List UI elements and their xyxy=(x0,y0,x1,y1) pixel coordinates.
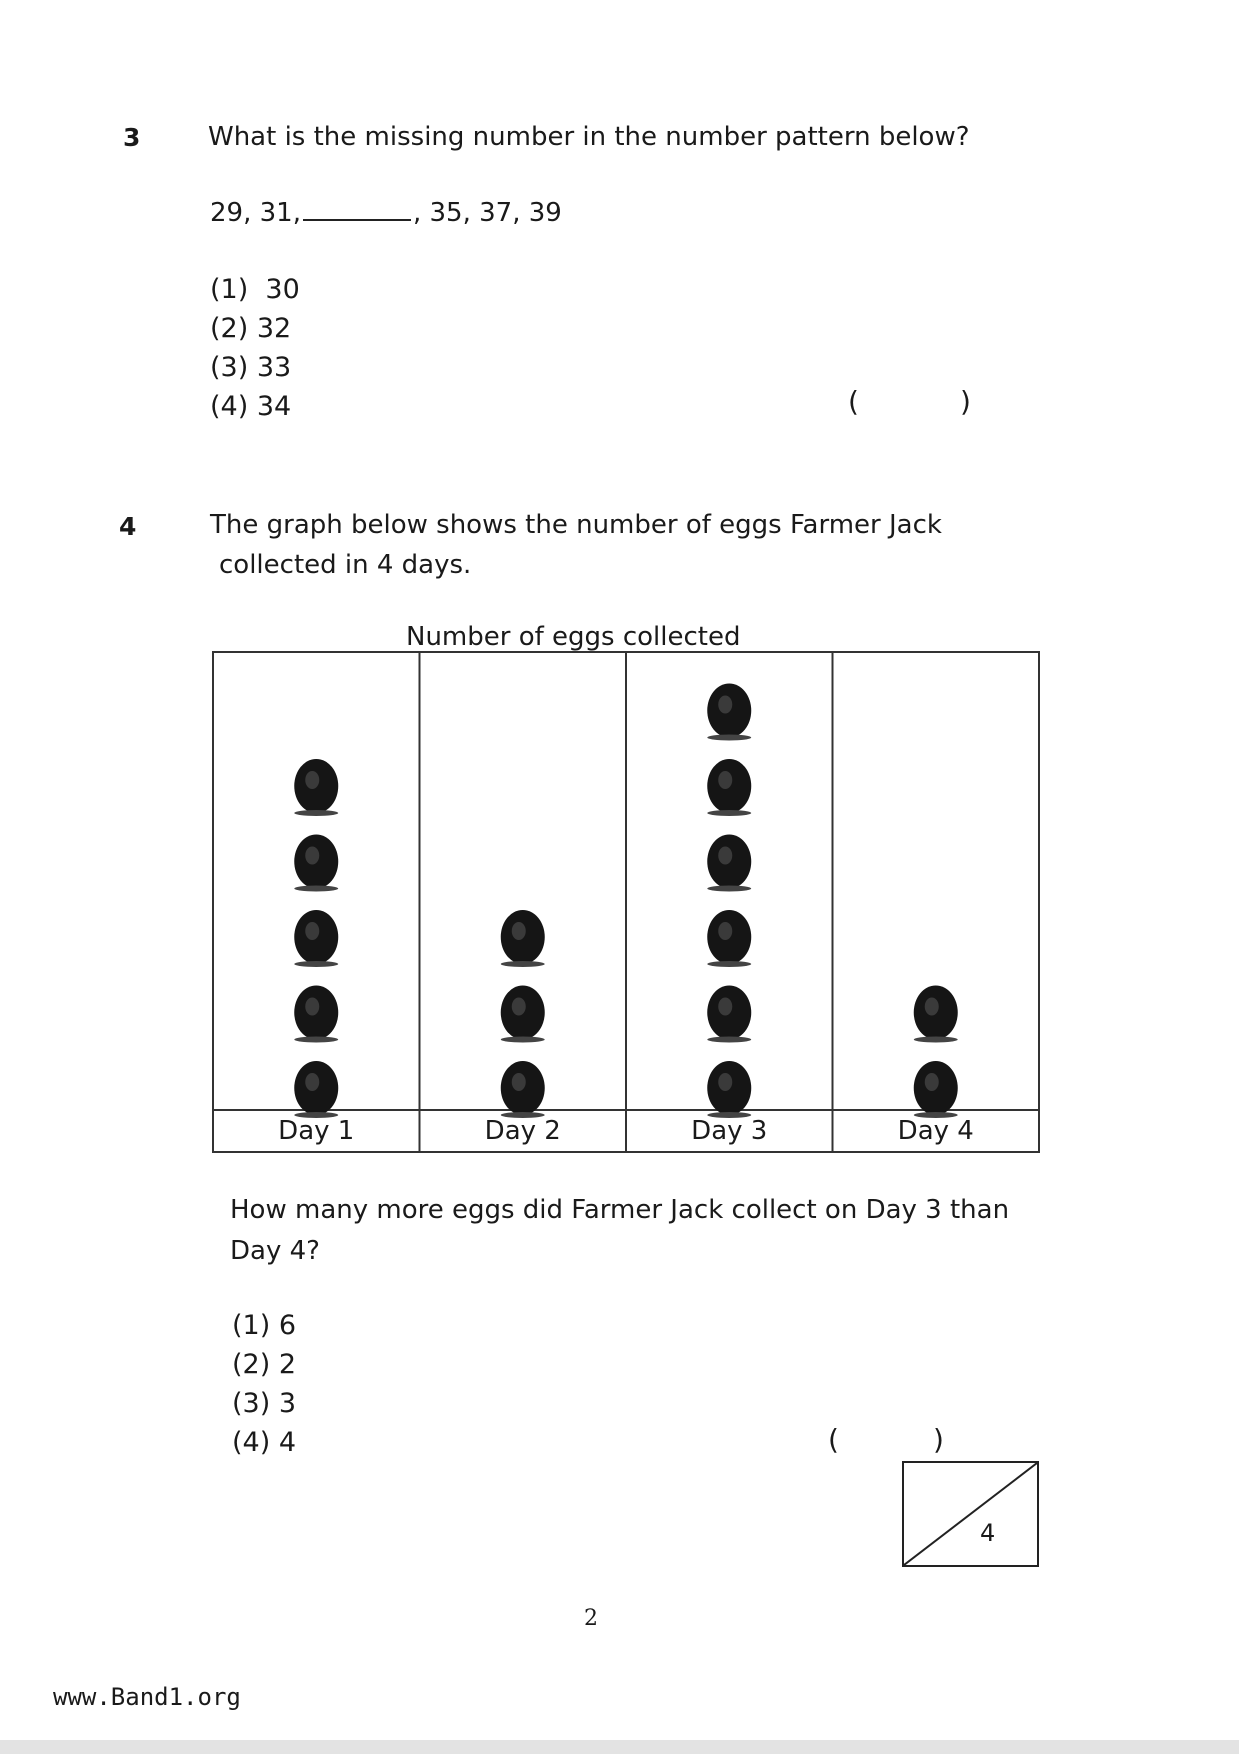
q3-answer-close-paren: ) xyxy=(960,385,971,418)
q3-option-3: (3) 33 xyxy=(210,352,292,383)
marks-box xyxy=(902,1461,1039,1567)
egg-mark-highlight xyxy=(925,1073,939,1091)
q3-option-2: (2) 32 xyxy=(210,313,292,344)
question-4-text-line1: How many more eggs did Farmer Jack collect on Day 3 than xyxy=(230,1195,1010,1225)
q4-option-3: (3) 3 xyxy=(232,1388,297,1419)
egg-mark-highlight xyxy=(718,771,732,789)
scan-bottom-strip xyxy=(0,1740,1239,1754)
egg-mark-highlight xyxy=(305,922,319,940)
egg-mark-highlight xyxy=(512,922,526,940)
q3-answer-open-paren: ( xyxy=(848,385,859,418)
q4-option-1: (1) 6 xyxy=(232,1310,297,1341)
egg-mark-highlight xyxy=(305,771,319,789)
category-label: Day 3 xyxy=(691,1116,768,1146)
egg-mark-shadow xyxy=(707,735,751,741)
egg-mark-highlight xyxy=(512,998,526,1016)
chart-frame xyxy=(213,652,1039,1152)
number-pattern xyxy=(210,193,562,233)
egg-mark-highlight xyxy=(718,1073,732,1091)
egg-mark-shadow xyxy=(707,886,751,892)
q3-option-4: (4) 34 xyxy=(210,391,292,422)
egg-mark-highlight xyxy=(512,1073,526,1091)
egg-mark-shadow xyxy=(707,1037,751,1043)
question-4-intro-line2: collected in 4 days. xyxy=(219,550,472,580)
q4-option-4: (4) 4 xyxy=(232,1427,297,1458)
q4-answer-open-paren: ( xyxy=(828,1423,839,1456)
chart-title: Number of eggs collected xyxy=(406,622,741,652)
egg-mark-shadow xyxy=(294,1037,338,1043)
question-3-text: What is the missing number in the number pattern below? xyxy=(208,122,970,152)
egg-mark-highlight xyxy=(305,998,319,1016)
egg-mark-shadow xyxy=(707,961,751,967)
q3-option-1: (1) 30 xyxy=(210,274,300,305)
egg-pictograph xyxy=(211,650,1041,1155)
marks-value: 4 xyxy=(980,1519,996,1547)
egg-mark-shadow xyxy=(294,810,338,816)
egg-mark-highlight xyxy=(305,1073,319,1091)
egg-mark-highlight xyxy=(718,998,732,1016)
pattern-start: 29, 31, xyxy=(210,198,301,228)
pattern-end: , 35, 37, 39 xyxy=(412,198,562,228)
egg-mark-highlight xyxy=(925,998,939,1016)
egg-mark-shadow xyxy=(707,810,751,816)
page-number: 2 xyxy=(584,1606,598,1631)
question-4-options xyxy=(232,1306,296,1462)
question-4-intro-line1: The graph below shows the number of eggs Farmer Jack xyxy=(210,510,942,540)
category-label: Day 2 xyxy=(484,1116,561,1146)
pattern-blank xyxy=(303,193,411,221)
question-3-options xyxy=(210,270,300,426)
egg-mark-highlight xyxy=(305,847,319,865)
category-label: Day 4 xyxy=(897,1116,974,1146)
egg-mark-shadow xyxy=(501,961,545,967)
egg-mark-highlight xyxy=(718,696,732,714)
marks-box-diagonal xyxy=(904,1463,1037,1565)
egg-mark-highlight xyxy=(718,847,732,865)
egg-mark-highlight xyxy=(718,922,732,940)
footer-url: www.Band1.org xyxy=(53,1683,241,1711)
question-4-number: 4 xyxy=(119,512,137,541)
q4-option-2: (2) 2 xyxy=(232,1349,297,1380)
q4-answer-close-paren: ) xyxy=(933,1423,944,1456)
egg-mark-shadow xyxy=(294,961,338,967)
category-label: Day 1 xyxy=(278,1116,355,1146)
question-4-text-line2: Day 4? xyxy=(230,1236,320,1266)
question-3-number: 3 xyxy=(123,123,141,152)
egg-mark-shadow xyxy=(501,1037,545,1043)
egg-mark-shadow xyxy=(914,1037,958,1043)
egg-mark-shadow xyxy=(294,886,338,892)
